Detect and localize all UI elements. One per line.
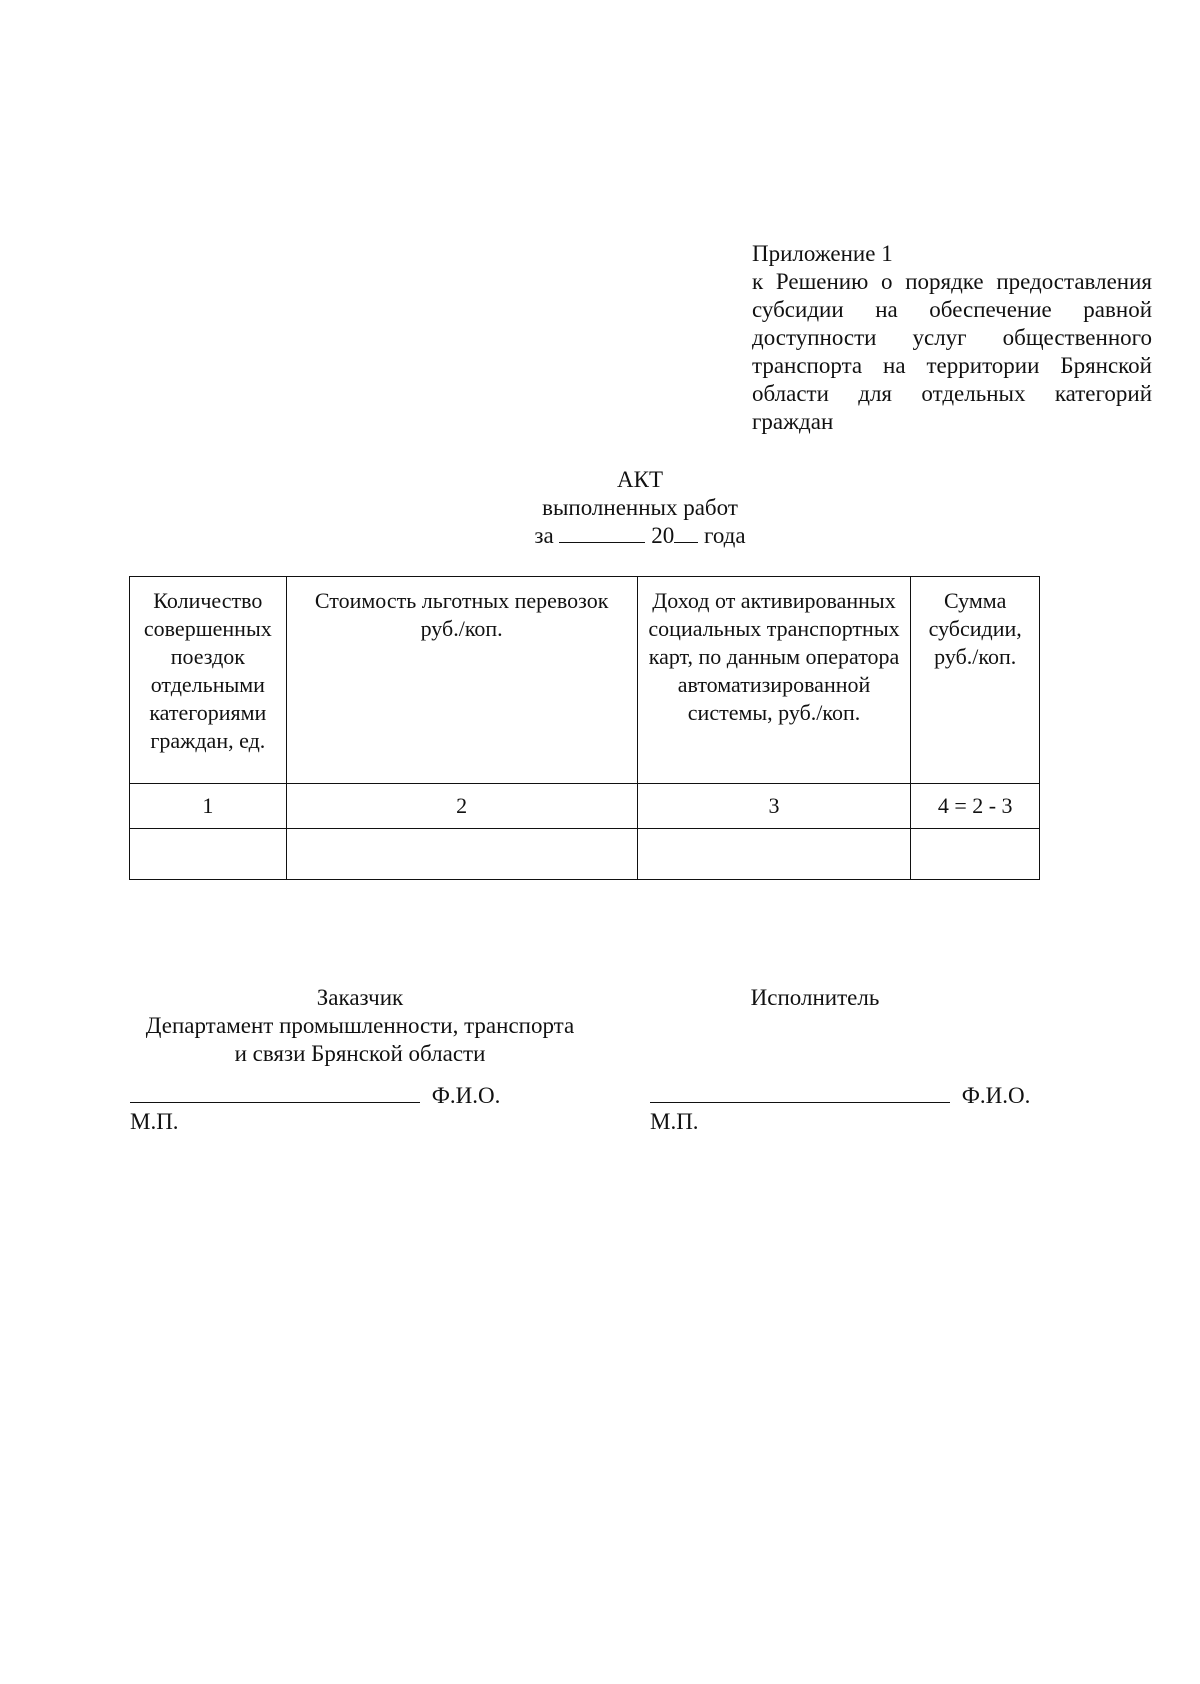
customer-org-line1: Департамент промышленности, транспорта [145,1013,575,1038]
customer-signature-blank [130,1080,420,1103]
customer-signature-line [130,1080,500,1110]
header-trip-count: Количество совершенных поездок отдельными категориями граждан, ед. [130,577,287,784]
empty-cell [286,829,637,880]
executor-label: Исполнитель [750,985,880,1010]
header-card-income: Доход от активированных социальных транспортных карт, по данным оператора автоматизированной системы, руб./коп. [637,577,911,784]
appendix-body: к Решению о порядке предоставления субсидии на обеспечение равной доступности услуг общественного транспорта на территории Брянской области для отдельных категорий граждан [752,269,1152,434]
empty-cell [637,829,911,880]
customer-org-line2: и связи Брянской области [234,1041,486,1066]
header-transport-cost: Стоимость льготных перевозок руб./коп. [286,577,637,784]
customer-stamp-place: М.П. [130,1109,179,1134]
table-row [130,829,1040,880]
table-number-row [130,784,1040,829]
empty-cell [130,829,287,880]
appendix-title: Приложение 1 [752,241,893,266]
act-subtitle: выполненных работ [542,495,738,520]
column-number-1: 1 [130,784,287,829]
executor-fio: Ф.И.О. [961,1083,1031,1108]
period-year-blank [674,522,698,543]
empty-cell [911,829,1040,880]
executor-signature-blank [650,1080,950,1103]
executor-stamp-place: М.П. [650,1109,699,1134]
act-title: АКТ [617,467,663,492]
act-period [440,522,840,550]
customer-label: Заказчик [316,985,404,1010]
column-number-2: 2 [286,784,637,829]
column-number-4: 4 = 2 - 3 [911,784,1040,829]
executor-block [680,984,950,1012]
period-month-blank [559,522,645,543]
executor-signature-line [650,1080,1030,1110]
appendix-reference [752,240,1152,436]
period-prefix: за [534,523,554,548]
header-subsidy-sum: Сумма субсидии, руб./коп. [911,577,1040,784]
table-header-row [130,577,1040,784]
period-year-prefix: 20 [651,523,675,548]
act-table [129,576,1040,880]
customer-block [130,984,590,1068]
act-heading [440,466,840,522]
period-suffix: года [703,523,746,548]
customer-fio: Ф.И.О. [431,1083,501,1108]
column-number-3: 3 [637,784,911,829]
